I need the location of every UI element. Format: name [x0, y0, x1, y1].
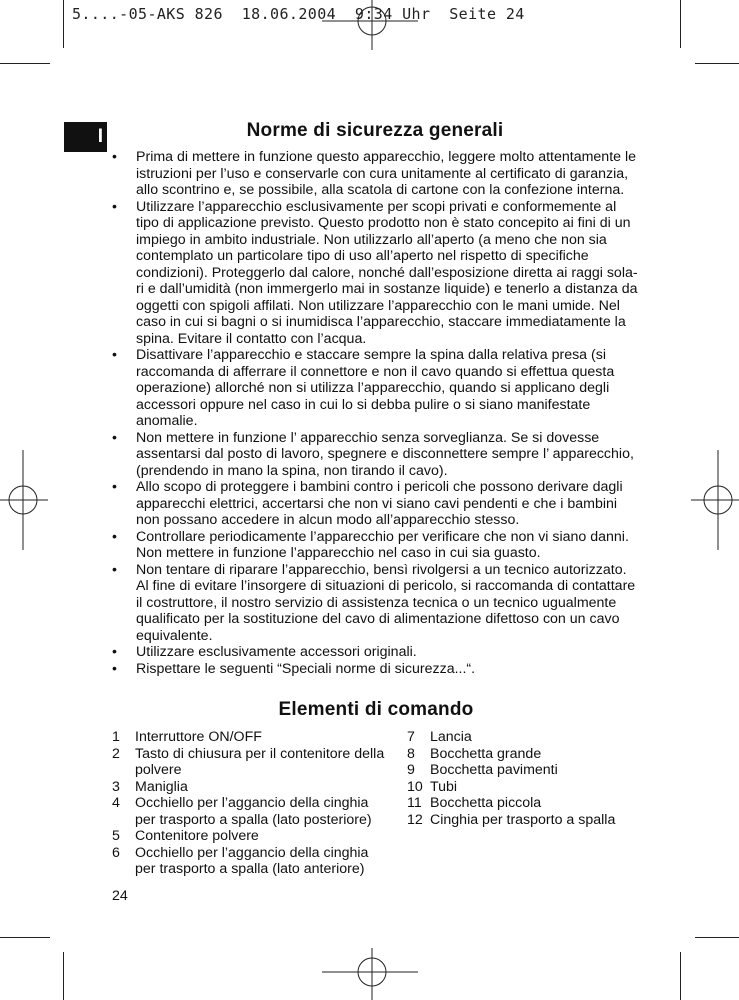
crop-mark: [680, 952, 681, 1000]
item-text: Maniglia: [135, 778, 188, 795]
safety-bullet-list: [112, 149, 640, 677]
item-number: 5: [112, 828, 120, 844]
bullet-text: Non mettere in funzione l’ apparecchio senza sorveglianza. Se si dovesse assentarsi dal posto di lavoro, spegnere e disconnettere sempre l’ apparecchio, (prendendo in mano la spina, non tirando il cavo).: [136, 429, 634, 479]
print-slug: 5....-05-AKS 826 18.06.2004 9:34 Uhr Seite 24: [72, 5, 525, 23]
list-item: [112, 779, 392, 796]
language-tab: I: [64, 122, 107, 152]
page-number: 24: [112, 888, 128, 904]
item-number: 6: [112, 844, 120, 861]
item-number: 10: [407, 778, 423, 795]
list-item: [407, 762, 647, 779]
bullet-text: Rispettare le seguenti “Speciali norme di sicurezza...“.: [136, 660, 476, 677]
list-item: [112, 729, 392, 746]
item-number: 3: [112, 778, 120, 795]
crop-mark: [680, 0, 681, 48]
crop-mark: [695, 63, 739, 64]
list-item: [112, 828, 392, 845]
list-item: • Non mettere in funzione l’ apparecchio senza sorveglianza. Se si dovesse assentarsi dal posto di lavoro, spegnere e disconnettere sempre l’ apparecchio, (prendendo in mano la spina, non tirando il cavo).: [112, 429, 634, 479]
list-item: [407, 795, 647, 812]
item-number: 1: [112, 729, 120, 745]
item-text: Tasto di chiusura per il contenitore della polvere: [135, 745, 385, 778]
item-text: Bocchetta piccola: [430, 795, 542, 811]
item-text: Occhiello per l’aggancio della cinghia per trasporto a spalla (lato posteriore): [135, 795, 372, 828]
list-item: • Controllare periodicamente l’apparecchio per verificare che non vi siano danni. Non mettere in funzione l’apparecchio nel caso in cui sia guasto.: [112, 528, 629, 561]
item-text: Lancia: [430, 729, 472, 745]
list-item: [407, 729, 647, 746]
list-item: [407, 746, 647, 763]
crop-mark: [0, 63, 50, 64]
bullet-text: Controllare periodicamente l’apparecchio per verificare che non vi siano danni. Non mettere in funzione l’apparecchio nel caso in cui sia guasto.: [136, 528, 629, 561]
list-item: [112, 845, 392, 878]
bullet-text: Non tentare di riparare l’apparecchio, bensì rivolgersi a un tecnico autorizzato. Al fine di evitare l’insorgere di situazioni di pericolo, si raccomanda di contattare il costruttore, il nostro servizio di assistenza tecnica o un tecnico ugualmente qualificato per la sostituzione del cavo di alimentazione difettoso con un cavo equivalente.: [136, 561, 636, 644]
list-item: • Utilizzare l’apparecchio esclusivamente per scopi privati e conformemente al tipo di applicazione previsto. Questo prodotto non è stato concepito ai fini di un impiego in ambito industriale. Non utilizzarlo all’aperto (a meno che non sia contemplato un particolare tipo di uso all’aperto nel rispetto di specifiche condizioni). Proteggerlo dal calore, nonché dall’esposizione diretta ai raggi sola-ri e dall’umidità (non immergerlo mai in sostanze liquide) e tenerlo a distanza da oggetti con spigoli affilati. Non utilizzare l’apparecchio con le mani umide. Nel caso in cui si bagni o si inumidisca l’apparecchio, staccare immediatamente la spina. Evitare il contatto con l’acqua.: [112, 198, 638, 347]
bullet-text: Utilizzare esclusivamente accessori originali.: [136, 644, 417, 660]
bullet-text: Prima di mettere in funzione questo apparecchio, leggere molto attentamente le istruzioni per l’uso e conservarle con cura unitamente al certificato di garanzia, allo scontrino e, se possibile, alla scatola di cartone con la confezione interna.: [136, 149, 637, 198]
list-item: [112, 795, 392, 828]
list-item: • Allo scopo di proteggere i bambini contro i pericoli che possono derivare dagli apparecchi elettrici, accertarsi che non vi siano cavi pendenti e che i bambini non possano accedere in alcun modo all’apparecchio stesso.: [112, 479, 623, 528]
controls-list-left: [112, 729, 392, 878]
bullet-text: Disattivare l’apparecchio e staccare sempre la spina dalla relativa presa (si raccomanda di afferrare il connettore e non il cavo quando si effettua questa operazione) allorché non si utilizza l’apparecchio, quando si applicano degli accessori oppure nel caso in cui lo si debba pulire o si siano manifestate anomalie.: [136, 347, 615, 429]
item-number: 9: [407, 762, 415, 778]
list-item: • Non tentare di riparare l’apparecchio, bensì rivolgersi a un tecnico autorizzato. Al fine di evitare l’insorgere di situazioni di pericolo, si raccomanda di contattare il costruttore, il nostro servizio di assistenza tecnica o un tecnico ugualmente qualificato per la sostituzione del cavo di alimentazione difettoso con un cavo equivalente.: [112, 561, 636, 644]
item-number: 11: [407, 795, 422, 811]
item-text: Cinghia per trasporto a spalla: [430, 811, 616, 828]
list-item: • Rispettare le seguenti “Speciali norme di sicurezza...“.: [112, 660, 476, 677]
item-text: Bocchetta pavimenti: [430, 762, 558, 778]
bullet-text: Allo scopo di proteggere i bambini contro i pericoli che possono derivare dagli apparecchi elettrici, accertarsi che non vi siano cavi pendenti e che i bambini non possano accedere in alcun modo all’apparecchio stesso.: [136, 479, 623, 528]
item-text: Tubi: [430, 778, 458, 795]
section-title-controls: Elementi di comando: [278, 699, 474, 720]
registration-mark-icon: [0, 450, 48, 550]
registration-mark-icon: [322, 948, 418, 1000]
crop-mark: [0, 937, 50, 938]
controls-list-right: [407, 729, 647, 828]
crop-mark: [695, 937, 739, 938]
list-item: • Prima di mettere in funzione questo apparecchio, leggere molto attentamente le istruzioni per l’uso e conservarle con cura unitamente al certificato di garanzia, allo scontrino e, se possibile, alla scatola di cartone con la confezione interna.: [112, 149, 637, 198]
item-text: Contenitore polvere: [135, 828, 259, 844]
bullet-text: Utilizzare l’apparecchio esclusivamente per scopi privati e conformemente al tipo di applicazione previsto. Questo prodotto non è stato concepito ai fini di un impiego in ambito industriale. Non utilizzarlo all’aperto (a meno che non sia contemplato un particolare tipo di uso all’aperto nel rispetto di specifiche condizioni). Proteggerlo dal calore, nonché dall’esposizione diretta ai raggi sola-ri e dall’umidità (non immergerlo mai in sostanze liquide) e tenerlo a distanza da oggetti con spigoli affilati. Non utilizzare l’apparecchio con le mani umide. Nel caso in cui si bagni o si inumidisca l’apparecchio, staccare immediatamente la spina. Evitare il contatto con l’acqua.: [136, 198, 638, 347]
registration-mark-icon: [322, 0, 418, 50]
crop-mark: [63, 0, 64, 48]
item-text: Interruttore ON/OFF: [135, 729, 262, 745]
item-number: 4: [112, 795, 120, 811]
item-number: 7: [407, 729, 415, 745]
list-item: • Utilizzare esclusivamente accessori originali.: [112, 644, 417, 660]
list-item: [112, 746, 392, 779]
crop-mark: [63, 952, 64, 1000]
list-item: • Disattivare l’apparecchio e staccare sempre la spina dalla relativa presa (si raccomanda di afferrare il connettore e non il cavo quando si effettua questa operazione) allorché non si utilizza l’apparecchio, quando si applicano degli accessori oppure nel caso in cui lo si debba pulire o si siano manifestate anomalie.: [112, 347, 615, 429]
item-text: Occhiello per l’aggancio della cinghia per trasporto a spalla (lato anteriore): [135, 844, 369, 877]
item-text: Bocchetta grande: [430, 745, 542, 762]
registration-mark-icon: [691, 450, 739, 550]
section-title-safety: Norme di sicurezza generali: [246, 120, 504, 141]
item-number: 8: [407, 745, 415, 762]
list-item: [407, 779, 647, 796]
item-number: 12: [407, 811, 423, 828]
item-number: 2: [112, 745, 120, 762]
list-item: [407, 812, 647, 829]
